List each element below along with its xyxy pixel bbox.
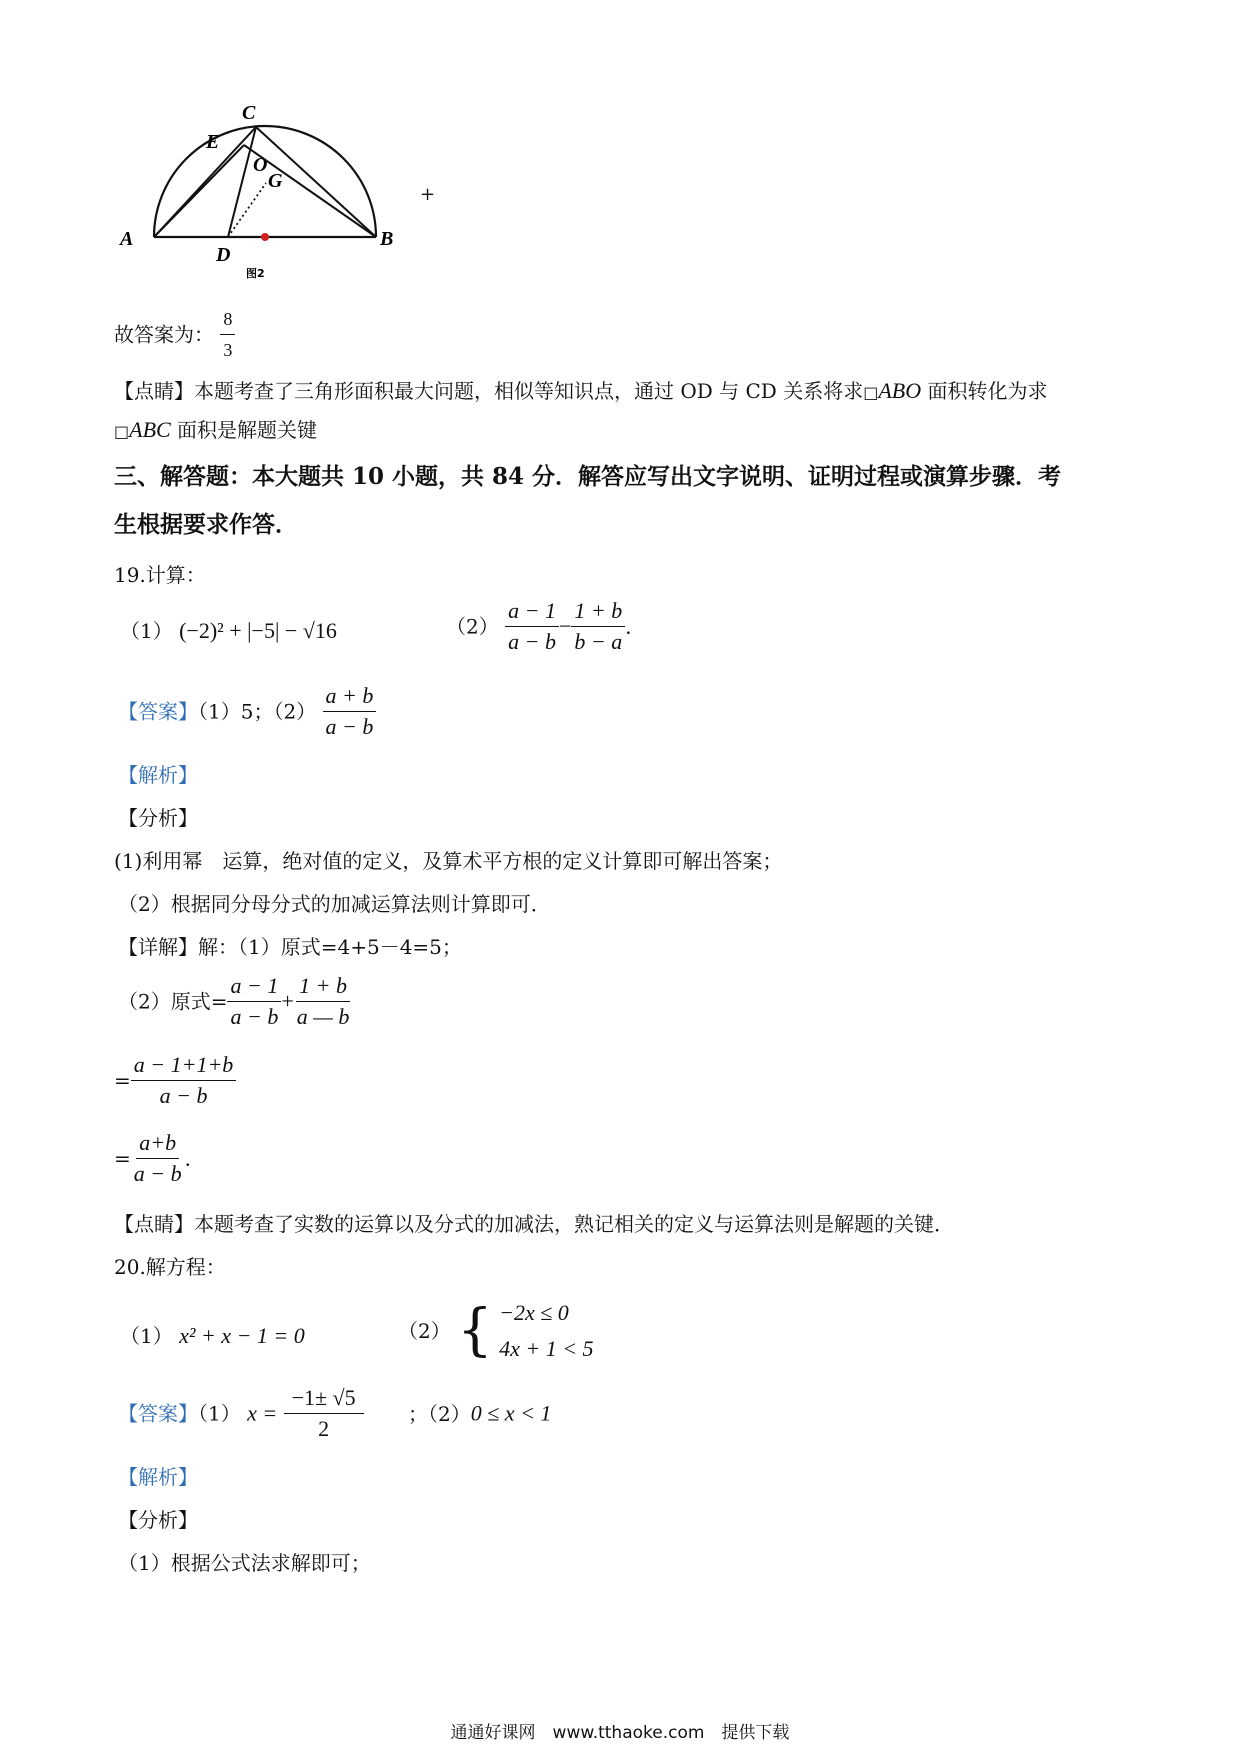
q19-p2-frac2 bbox=[571, 598, 625, 655]
q19-part2 bbox=[446, 598, 645, 655]
q19-p2-frac1-den: a − b bbox=[508, 629, 556, 654]
q19-answer-tag: 【答案】 bbox=[118, 699, 198, 724]
prev-comment-text2-tail: 面积是解题关键 bbox=[170, 418, 318, 442]
q19-step3-end: ． bbox=[184, 1146, 205, 1171]
section3-heading-line2: 生根据要求作答． bbox=[114, 511, 298, 538]
q20-answer bbox=[118, 1385, 551, 1442]
q19-step3 bbox=[114, 1130, 205, 1187]
q19-step2-den: a − b bbox=[159, 1083, 208, 1108]
q19-comment: 【点睛】本题考查了实数的运算以及分式的加减法，熟记相关的定义与运算法则是解题的关键． bbox=[114, 1212, 954, 1236]
semicircle-arc bbox=[154, 126, 376, 237]
q20-answer-p2: ；（2） bbox=[408, 1401, 471, 1426]
prev-answer-prefix: 故答案为： bbox=[114, 322, 214, 347]
q20-answer-p1: （1） bbox=[198, 1401, 241, 1426]
q19-p2-minus: − bbox=[558, 613, 572, 639]
q19-p2-label: （2） bbox=[446, 614, 499, 639]
prev-comment-box2: □ bbox=[114, 422, 130, 441]
q19-analysis-tag: 【解析】 bbox=[118, 763, 198, 787]
q19-p2-end: ． bbox=[625, 614, 646, 639]
q19-xiangjie2 bbox=[118, 973, 352, 1030]
section3-heading-line1: 三、解答题：本大题共 10 小题，共 84 分．解答应写出文字说明、证明过程或演算步骤．考 bbox=[114, 463, 1062, 490]
prev-comment-box1: □ bbox=[863, 383, 879, 402]
q19-fenxi1: (1)利用幂 运算，绝对值的定义，及算术平方根的定义计算即可解出答案； bbox=[114, 849, 783, 873]
label-g: G bbox=[268, 170, 283, 192]
segment-od-dotted bbox=[228, 183, 266, 237]
q19-x2-frac1-num: a − 1 bbox=[227, 973, 281, 1002]
q19-p1-expr: (−2)² + |−5| − √16 bbox=[179, 618, 337, 643]
q19-step2 bbox=[114, 1052, 236, 1109]
q19-x2-frac1-den: a − b bbox=[230, 1004, 279, 1029]
center-point bbox=[261, 233, 269, 241]
geometry-figure bbox=[110, 95, 430, 285]
q19-step3-eq: = bbox=[114, 1146, 131, 1171]
prev-comment-text1-tail: 面积转化为求 bbox=[921, 379, 1048, 403]
q19-answer-frac bbox=[323, 683, 377, 740]
q20-system bbox=[499, 1295, 593, 1367]
prev-comment-text1: 【点睛】本题考查了三角形面积最大问题，相似等知识点，通过 OD 与 CD 关系将求 bbox=[114, 379, 864, 403]
q20-fenxi-tag: 【分析】 bbox=[118, 1508, 198, 1532]
q19-p2-frac2-num: 1 + b bbox=[571, 598, 625, 627]
q19-title: 19.计算： bbox=[114, 563, 206, 587]
q20-part1 bbox=[120, 1323, 305, 1349]
q19-answer-text: （1）5；（2） bbox=[198, 699, 317, 724]
prev-answer bbox=[114, 306, 235, 363]
prev-answer-den: 3 bbox=[223, 340, 233, 360]
label-c: C bbox=[242, 102, 256, 124]
q20-answer-num: −1± √5 bbox=[284, 1385, 364, 1414]
q20-part2 bbox=[398, 1295, 594, 1367]
q19-x2-frac2-den: a — b bbox=[296, 1004, 350, 1029]
q20-title: 20.解方程： bbox=[114, 1255, 226, 1279]
prev-comment-line2 bbox=[114, 417, 317, 445]
figure-plus-mark: + bbox=[420, 184, 436, 205]
label-b: B bbox=[380, 228, 394, 250]
q20-answer-p2-expr: 0 ≤ x < 1 bbox=[470, 1400, 552, 1426]
label-o: O bbox=[253, 154, 268, 176]
figure-caption: 图2 bbox=[246, 267, 265, 280]
q19-x2-frac2-num: 1 + b bbox=[296, 973, 350, 1002]
q19-p2-frac2-den: b − a bbox=[574, 629, 623, 654]
q20-answer-x: x = bbox=[247, 1400, 278, 1426]
q19-fenxi2: （2）根据同分母分式的加减运算法则计算即可． bbox=[118, 892, 551, 916]
prev-answer-num: 8 bbox=[220, 306, 235, 335]
prev-comment-math2: ABC bbox=[129, 417, 171, 442]
label-d: D bbox=[216, 244, 231, 266]
q20-analysis-tag: 【解析】 bbox=[118, 1465, 198, 1489]
q19-x2-frac2 bbox=[294, 973, 353, 1030]
q19-step2-eq: = bbox=[114, 1068, 131, 1093]
q20-answer-frac bbox=[284, 1385, 364, 1442]
q19-x2-frac1 bbox=[227, 973, 281, 1030]
q19-p1-label: （1） bbox=[120, 619, 173, 643]
label-e: E bbox=[206, 131, 220, 153]
q20-p1-expr: x² + x − 1 = 0 bbox=[179, 1323, 305, 1348]
q19-fenxi-tag: 【分析】 bbox=[118, 806, 198, 830]
prev-answer-fraction bbox=[220, 306, 235, 363]
q19-x2-plus: + bbox=[281, 988, 294, 1014]
q19-answer bbox=[118, 683, 376, 740]
q20-p2-label: （2） bbox=[398, 1319, 451, 1343]
q19-xiangjie1: 【详解】解：（1）原式=4+5－4=5； bbox=[118, 935, 462, 959]
system-brace-icon: { bbox=[457, 1298, 493, 1363]
q19-step3-frac bbox=[131, 1130, 185, 1187]
q19-step2-num: a − 1+1+b bbox=[131, 1052, 237, 1081]
q20-p1-label: （1） bbox=[120, 1324, 173, 1348]
q20-answer-den: 2 bbox=[318, 1416, 330, 1441]
q19-p2-frac1 bbox=[505, 598, 559, 655]
q20-sys2: 4x + 1 < 5 bbox=[499, 1336, 594, 1361]
q19-answer-num: a + b bbox=[323, 683, 377, 712]
q20-sys1: −2x ≤ 0 bbox=[499, 1300, 569, 1325]
label-a: A bbox=[120, 228, 134, 250]
prev-comment-math1: ABO bbox=[878, 378, 922, 403]
page-footer: 通通好课网 www.tthaoke.com 提供下载 bbox=[450, 1723, 790, 1743]
q19-p2-frac1-num: a − 1 bbox=[505, 598, 559, 627]
q19-step3-num: a+b bbox=[136, 1130, 179, 1159]
q19-step3-den: a − b bbox=[133, 1161, 182, 1186]
q19-answer-den: a − b bbox=[325, 714, 374, 739]
q20-fenxi1: （1）根据公式法求解即可； bbox=[118, 1551, 371, 1575]
q20-answer-tag: 【答案】 bbox=[118, 1401, 198, 1426]
q19-part1 bbox=[120, 618, 337, 644]
q19-step2-frac bbox=[131, 1052, 237, 1109]
prev-comment-line1 bbox=[114, 378, 1047, 406]
q19-x2-prefix: （2）原式= bbox=[118, 989, 228, 1014]
